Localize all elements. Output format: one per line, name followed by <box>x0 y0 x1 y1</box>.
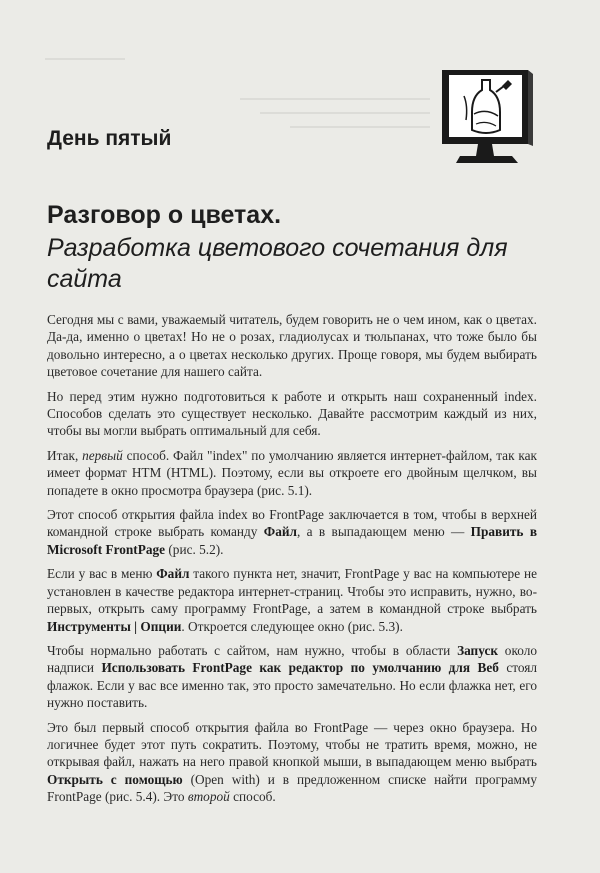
menu-term: Править в Microsoft FrontPage <box>47 524 537 557</box>
menu-term: Открыть с помощью <box>47 771 183 787</box>
text-run: Это был первый способ открытия файла во FrontPage — через окно браузера. Но логичнее будет этот путь сократить. Поэтому, чтобы не тратить время, можно, не открывая файл, нажать на него правой кнопкой мыши, в выпадающем меню выбрать <box>47 719 537 770</box>
menu-term: Файл <box>156 566 190 582</box>
chapter-subtitle: Разработка цветового сочетания для сайта <box>47 234 508 293</box>
text-run: около надписи <box>47 642 537 676</box>
text-run: Но перед этим нужно подготовиться к работе и открыть наш сохраненный index. Способов сделать это существует несколько. Давайте рассмотрим каждый из них, чтобы вы могли выбрать оптимальный для себя. <box>47 388 537 439</box>
text-run: стоял флажок. Если у вас все именно так, это просто замечательно. Но если флажка нет, его нужно поставить. <box>47 660 538 711</box>
emphasis-text: первый <box>82 447 123 463</box>
text-run: такого пункта нет, значит, FrontPage у вас на компьютере не установлен в качестве редактора интернет-страниц. Чтобы это исправить, нужно, во-первых, открыть саму программу FrontPage, а затем в командной строке выбрать <box>47 566 537 617</box>
text-run: Сегодня мы с вами, уважаемый читатель, будем говорить не о чем ином, как о цветах. Да-да, именно о цветах! Но не о розах, гладиолусах и тюльпанах, что тоже было бы довольно интересно, а о цветах несколько других. Проще говоря, мы будем выбирать цветовое сочетание для нашего сайта. <box>47 312 537 380</box>
chapter-title: Разговор о цветах. <box>47 201 282 229</box>
paragraph <box>47 388 537 440</box>
text-run: , а в выпадающем меню — <box>296 524 471 540</box>
bleed-through-line <box>45 58 125 60</box>
bleed-through-line <box>290 126 430 128</box>
paragraph <box>47 311 537 381</box>
text-run: Чтобы нормально работать с сайтом, нам нужно, чтобы в области <box>47 642 458 658</box>
text-run: (рис. 5.2). <box>165 541 224 557</box>
day-title: День пятый <box>47 127 172 150</box>
text-run: . Откроется следующее окно (рис. 5.3). <box>181 618 403 634</box>
menu-term: Инструменты | Опции <box>47 618 182 634</box>
text-run: Этот способ открытия файла index во FrontPage заключается в том, чтобы в верхней командной строке выбрать команду <box>47 507 537 540</box>
text-run: (Open with) и в предложенном списке найти программу FrontPage (рис. 5.4). Это <box>47 771 537 805</box>
text-run: способ. Файл "index" по умолчанию является интернет-файлом, так как имеет формат HTM (HTML). Поэтому, если вы откроете его двойным щелчком, вы попадете в окно просмотра браузера (рис. 5.1). <box>47 447 538 498</box>
text-run: Если у вас в меню <box>47 566 157 582</box>
paragraph <box>47 447 537 499</box>
body-text <box>47 311 537 813</box>
menu-term: Запуск <box>457 642 499 658</box>
paragraph <box>47 642 537 712</box>
paragraph <box>47 506 537 558</box>
paragraph <box>47 565 537 635</box>
paragraph <box>47 719 537 806</box>
text-run: Итак, <box>47 447 83 463</box>
text-run: способ. <box>229 789 276 805</box>
bleed-through-line <box>240 98 430 100</box>
menu-term: Использовать FrontPage как редактор по умолчанию для Веб <box>101 660 499 676</box>
menu-term: Файл <box>263 524 297 540</box>
monitor-with-bottle-icon <box>436 66 536 170</box>
emphasis-text: второй <box>187 789 230 805</box>
bleed-through-line <box>260 112 430 114</box>
